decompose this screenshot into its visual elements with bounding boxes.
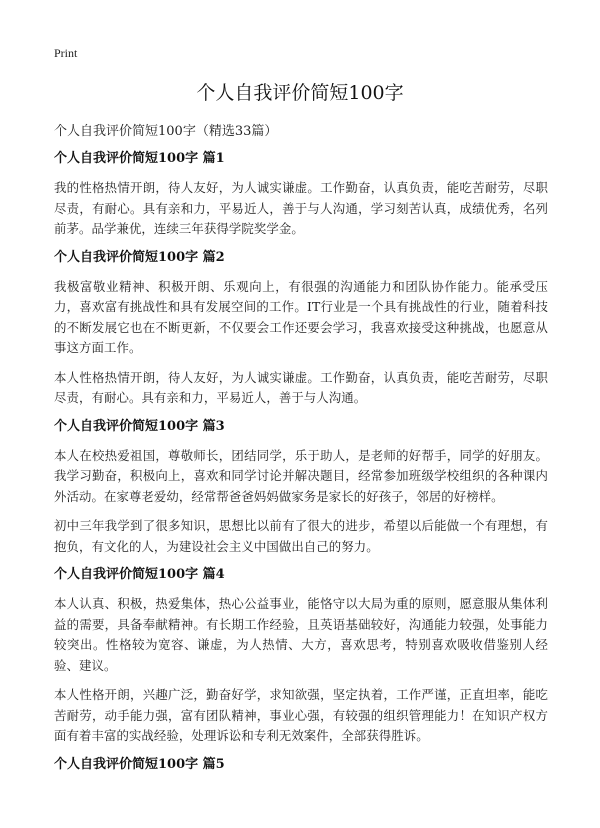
section-paragraph: 本人性格开朗，兴趣广泛，勤奋好学，求知欲强，坚定执着，工作严谨，正直坦率，能吃苦耐劳，动手能力强，富有团队精神，事业心强，有较强的组织管理能力！在知识产权方面有着丰富的实战经验，处理诉讼和专利无效案件，全部获得胜诉。 xyxy=(54,687,548,743)
section-paragraph: 本人认真、积极，热爱集体，热心公益事业，能恪守以大局为重的原则，愿意服从集体利益的需要，具备奉献精神。有长期工作经验，且英语基础较好，沟通能力较强，处事能力较突出。性格较为宽容、谦虚，为人热情、大方，喜欢思考，特别喜欢吸收借鉴别人经验、建议。 xyxy=(54,596,548,673)
section-1 xyxy=(54,150,548,240)
section-heading: 个人自我评价简短100字 篇3 xyxy=(54,418,225,434)
document-subtitle: 个人自我评价简短100字（精选33篇） xyxy=(54,124,278,139)
section-heading: 个人自我评价简短100字 篇1 xyxy=(54,151,225,166)
section-5 xyxy=(54,756,548,774)
article-body xyxy=(54,150,548,784)
section-paragraph: 我的性格热情开朗，待人友好，为人诚实谦虚。工作勤奋，认真负责，能吃苦耐劳，尽职尽责，有耐心。具有亲和力，平易近人，善于与人沟通，学习刻苦认真，成绩优秀，名列前茅。品学兼优，连续三年获得学院奖学金。 xyxy=(54,180,548,236)
section-heading: 个人自我评价简短100字 篇5 xyxy=(54,756,225,772)
section-paragraph: 本人性格热情开朗，待人友好，为人诚实谦虚。工作勤奋，认真负责，能吃苦耐劳，尽职尽责，有耐心。具有亲和力，平易近人，善于与人沟通。 xyxy=(54,369,548,405)
section-heading: 个人自我评价简短100字 篇4 xyxy=(54,567,225,582)
section-paragraph: 我极富敬业精神、积极开朗、乐观向上，有很强的沟通能力和团队协作能力。能承受压力，喜欢富有挑战性和具有发展空间的工作。IT行业是一个具有挑战性的行业，随着科技的不断发展它也在不断更新，不仅要会工作还要会学习，我喜欢接受这种挑战，也愿意从事这方面工作。 xyxy=(54,278,548,355)
section-paragraph: 初中三年我学到了很多知识，思想比以前有了很大的进步，希望以后能做一个有理想，有抱负，有文化的人，为建设社会主义中国做出自己的努力。 xyxy=(54,518,548,554)
page-title: 个人自我评价简短100字 xyxy=(196,82,404,104)
section-4 xyxy=(54,566,548,747)
section-heading: 个人自我评价简短100字 篇2 xyxy=(54,249,225,265)
section-3 xyxy=(54,418,548,558)
section-paragraph: 本人在校热爱祖国，尊敬师长，团结同学，乐于助人，是老师的好帮手，同学的好朋友。我学习勤奋，积极向上，喜欢和同学讨论并解决题目，经常参加班级学校组织的各种课内外活动。在家尊老爱幼，经常帮爸爸妈妈做家务是家长的好孩子，邻居的好榜样。 xyxy=(54,447,548,504)
print-link[interactable]: Print xyxy=(54,46,78,60)
section-2 xyxy=(54,249,548,409)
